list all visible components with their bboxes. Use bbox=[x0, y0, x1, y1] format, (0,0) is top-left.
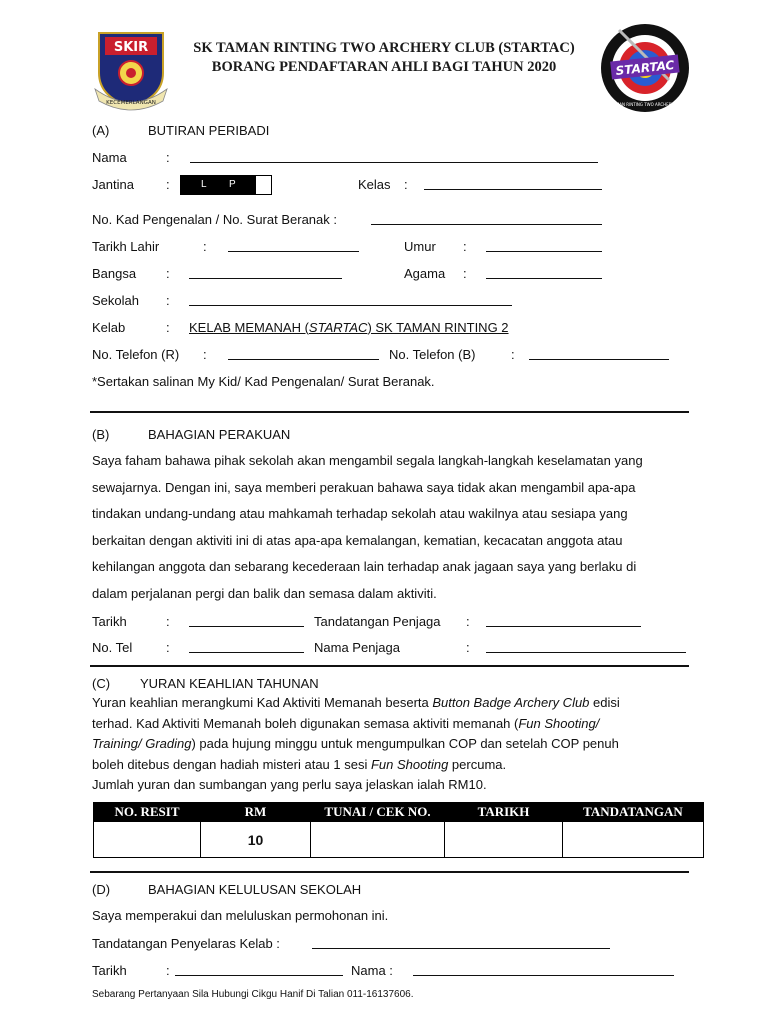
tandatangan-penjaga-label: Tandatangan Penjaga bbox=[314, 614, 441, 629]
section-c-title: YURAN KEAHLIAN TAHUNAN bbox=[140, 676, 319, 691]
tel-r-label: No. Telefon (R) bbox=[92, 347, 180, 362]
section-c-marker: (C) bbox=[92, 676, 111, 691]
cell-rm: 10 bbox=[201, 822, 311, 858]
colon: : bbox=[466, 614, 470, 629]
colon: : bbox=[203, 239, 207, 254]
table-row bbox=[94, 822, 704, 858]
gender-option-l[interactable]: L bbox=[201, 176, 213, 194]
tel-b-label: No. Telefon (B) bbox=[389, 347, 476, 362]
notel-label: No. Tel bbox=[92, 640, 133, 655]
kelas-field[interactable] bbox=[424, 189, 602, 190]
colon: : bbox=[166, 963, 170, 978]
colon: : bbox=[166, 177, 170, 192]
colon: : bbox=[166, 150, 170, 165]
attachment-note: *Sertakan salinan My Kid/ Kad Pengenalan/ Surat Beranak. bbox=[92, 374, 435, 389]
crest-bottom-text: KECEMERLANGAN bbox=[106, 100, 156, 106]
ic-field[interactable] bbox=[371, 224, 602, 225]
header-rm: RM bbox=[201, 803, 311, 822]
section-divider bbox=[90, 871, 689, 873]
tarikh-field[interactable] bbox=[189, 626, 304, 627]
declaration-line: berkaitan dengan aktiviti ini di atas apa-apa kemalangan, kematian, kecacatan anggota atau bbox=[92, 532, 623, 548]
cell-no-resit[interactable] bbox=[94, 822, 201, 858]
sekolah-label: Sekolah bbox=[92, 293, 139, 308]
cell-tunai[interactable] bbox=[311, 822, 445, 858]
nama-field[interactable] bbox=[190, 162, 598, 163]
tarikh-lahir-label: Tarikh Lahir bbox=[92, 239, 160, 254]
section-b-title: BAHAGIAN PERAKUAN bbox=[148, 427, 291, 442]
header-no-resit: NO. RESIT bbox=[94, 803, 201, 822]
declaration-text bbox=[92, 448, 688, 607]
tarikh-label: Tarikh bbox=[92, 614, 127, 629]
section-divider bbox=[90, 411, 689, 413]
kelas-label: Kelas bbox=[358, 177, 391, 192]
section-a-title: BUTIRAN PERIBADI bbox=[148, 123, 270, 138]
nama-field[interactable] bbox=[413, 975, 674, 976]
agama-label: Agama bbox=[404, 266, 446, 281]
penyelaras-signature-field[interactable] bbox=[312, 948, 610, 949]
fee-description: Yuran keahlian merangkumi Kad Aktiviti Memanah beserta Button Badge Archery Club edisi terhad. Kad Aktiviti Memanah boleh digunakan semasa aktiviti memanah (Fun Shooting/ Training/ Grading) pada hujung minggu untuk mengumpulkan COP dan setelah COP penuh boleh ditebus dengan hadiah misteri atau 1 sesi Fun Shooting percuma. Jumlah yuran dan sumbangan yang perlu saya jelaskan ialah RM10. bbox=[92, 695, 620, 792]
cell-tarikh[interactable] bbox=[445, 822, 563, 858]
nama-label: Nama bbox=[92, 150, 127, 165]
colon: : bbox=[404, 177, 408, 192]
tel-r-field[interactable] bbox=[228, 359, 379, 360]
section-d-marker: (D) bbox=[92, 882, 111, 897]
colon: : bbox=[166, 640, 170, 655]
notel-field[interactable] bbox=[189, 652, 304, 653]
colon: : bbox=[466, 640, 470, 655]
colon: : bbox=[166, 320, 170, 335]
fee-table bbox=[93, 802, 704, 858]
nama-penjaga-field[interactable] bbox=[486, 652, 686, 653]
declaration-line: tindakan undang-undang atau mahkamah terhadap sekolah atau wakilnya atau sesiapa yang bbox=[92, 506, 628, 521]
gender-selector[interactable] bbox=[180, 175, 272, 195]
penyelaras-label: Tandatangan Penyelaras Kelab : bbox=[92, 936, 280, 951]
tarikh-label: Tarikh bbox=[92, 963, 127, 978]
declaration-line: Saya faham bahawa pihak sekolah akan mengambil segala langkah-langkah keselamatan yang bbox=[92, 453, 643, 468]
form-title-line2: BORANG PENDAFTARAN AHLI BAGI TAHUN 2020 bbox=[211, 59, 557, 75]
declaration-line: kehilangan anggota dan sebarang kecederaan lain terhadap anak jagaan saya yang berlaku di bbox=[92, 559, 637, 574]
approval-statement: Saya memperakui dan meluluskan permohonan ini. bbox=[92, 908, 389, 923]
footer-contact: Sebarang Pertanyaan Sila Hubungi Cikgu Hanif Di Talian 011-16137606. bbox=[92, 989, 414, 1000]
colon: : bbox=[203, 347, 207, 362]
fee-table-header bbox=[94, 803, 704, 822]
tandatangan-penjaga-field[interactable] bbox=[486, 626, 641, 627]
kelab-value: KELAB MEMANAH (STARTAC) SK TAMAN RINTING 2 bbox=[189, 320, 509, 335]
colon: : bbox=[511, 347, 515, 362]
ic-label: No. Kad Pengenalan / No. Surat Beranak : bbox=[92, 212, 337, 227]
cell-tandatangan[interactable] bbox=[563, 822, 704, 858]
colon: : bbox=[463, 266, 467, 281]
sekolah-field[interactable] bbox=[189, 305, 512, 306]
declaration-line: sewajarnya. Dengan ini, saya memberi perakuan bahawa saya tidak akan mengambil apa-apa bbox=[92, 479, 636, 495]
colon: : bbox=[166, 266, 170, 281]
tarikh-field[interactable] bbox=[175, 975, 343, 976]
gender-option-p[interactable]: P bbox=[229, 176, 238, 194]
header-tunai: TUNAI / CEK NO. bbox=[311, 803, 445, 822]
nama-label: Nama : bbox=[351, 963, 393, 978]
section-b-marker: (B) bbox=[92, 427, 110, 442]
bangsa-label: Bangsa bbox=[92, 266, 137, 281]
startac-ring-text: SK TAMAN RINTING TWO ARCHERY CLUB bbox=[604, 102, 686, 107]
bangsa-field[interactable] bbox=[189, 278, 342, 279]
header-tandatangan: TANDATANGAN bbox=[563, 803, 704, 822]
header-tarikh: TARIKH bbox=[445, 803, 563, 822]
form-title-line1: SK TAMAN RINTING TWO ARCHERY CLUB (STARTAC) bbox=[193, 40, 575, 56]
agama-field[interactable] bbox=[486, 278, 602, 279]
crest-top-text: SKIR bbox=[113, 40, 149, 55]
startac-logo bbox=[599, 22, 691, 114]
colon: : bbox=[166, 293, 170, 308]
startac-logo-text: STARTAC bbox=[614, 57, 676, 79]
section-divider bbox=[90, 665, 689, 667]
umur-field[interactable] bbox=[486, 251, 602, 252]
declaration-line: dalam perjalanan pergi dan balik dan semasa dalam aktiviti. bbox=[92, 585, 437, 601]
colon: : bbox=[166, 614, 170, 629]
tarikh-lahir-field[interactable] bbox=[228, 251, 359, 252]
nama-penjaga-label: Nama Penjaga bbox=[314, 640, 400, 655]
umur-label: Umur bbox=[404, 239, 436, 254]
section-a-marker: (A) bbox=[92, 123, 110, 138]
tel-b-field[interactable] bbox=[529, 359, 669, 360]
kelab-label: Kelab bbox=[92, 320, 126, 335]
section-d-title: BAHAGIAN KELULUSAN SEKOLAH bbox=[148, 882, 362, 897]
colon: : bbox=[463, 239, 467, 254]
jantina-label: Jantina bbox=[92, 177, 134, 192]
